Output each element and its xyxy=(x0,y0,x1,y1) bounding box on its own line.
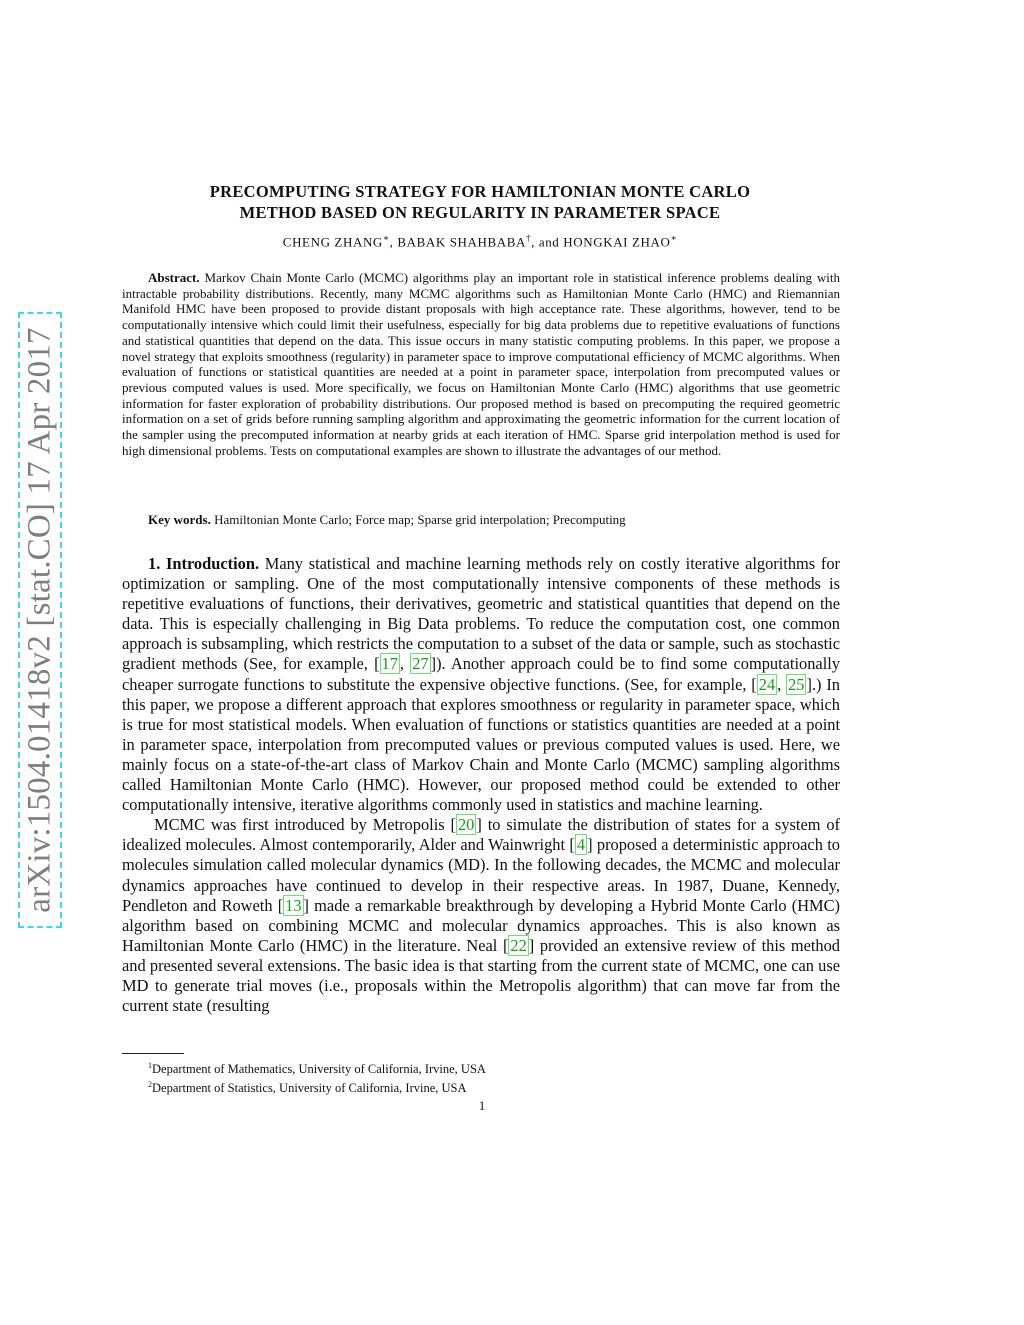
author-3: HONGKAI ZHAO xyxy=(563,234,671,250)
footnote-1-text: Department of Mathematics, University of California, Irvine, USA xyxy=(152,1062,486,1077)
keywords-text: Hamiltonian Monte Carlo; Force map; Sparse grid interpolation; Precomputing xyxy=(214,512,626,527)
author-2: BABAK SHAHBABA xyxy=(397,234,527,250)
author-sep-1: , xyxy=(389,234,398,250)
footnote-2-mark: 2 xyxy=(148,1080,152,1090)
introduction-section xyxy=(122,554,840,1016)
citation-24[interactable]: 24 xyxy=(758,674,776,694)
intro-p2-text-e: provided an extensive review of this method and presented several extensions. The basic idea is that starting from the current state of MCMC, one can use MD to generate trial moves (i.e., proposals within the Metropolis algorithm) that can move far from the current state (resulting xyxy=(122,935,840,1016)
author-3-mark: ∗ xyxy=(670,233,678,243)
citation-25[interactable]: 25 xyxy=(788,674,805,694)
abstract xyxy=(122,270,840,458)
citation-4[interactable]: 4 xyxy=(576,835,586,855)
author-sep-2: , and xyxy=(531,234,564,250)
author-1: CHENG ZHANG xyxy=(282,234,383,250)
page-number: 1 xyxy=(478,1098,486,1113)
intro-p2-text-c: proposed a deterministic approach to molecules simulation called molecular dynamics (MD). In the following decades, the MCMC and molecular dynamics approaches have continued to develop in their respective areas. In 1987, Duane, Kennedy, Pendleton and Roweth xyxy=(122,835,840,915)
author-1-mark: ∗ xyxy=(382,233,390,243)
citation-22[interactable]: 22 xyxy=(510,935,527,955)
abstract-text: Markov Chain Monte Carlo (MCMC) algorithms play an important role in statistical inference problems dealing with intractable probability distributions. Recently, many MCMC algorithms such as Hamiltonian Monte Carlo (HMC) and Riemannian Manifold HMC have been proposed to provide distant proposals with high acceptance rate. These algorithms, however, tend to be computationally intensive which could limit their usefulness, especially for big data problems due to repetitive evaluations of functions and statistical quantities that depend on the data. This issue occurs in many statistic computing problems. In this paper, we propose a novel strategy that exploits smoothness (regularity) in parameter space to improve computational efficiency of MCMC algorithms. When evaluation of functions or statistical quantities are needed at a point in parameter space, interpolation from precomputed values or previous computed values is used. More specifically, we focus on Hamiltonian Monte Carlo (HMC) algorithms that use geometric information for faster exploration of probability distributions. Our proposed method is based on precomputing the required geometric information on a set of grids before running sampling algorithm and approximating the geometric information for the current location of the sampler using the precomputed information at nearby grids at each iteration of HMC. Sparse grid interpolation method is used for high dimensional problems. Tests on computational examples are shown to illustrate the advantages of our method. xyxy=(122,270,840,458)
title-line-1: PRECOMPUTING STRATEGY FOR HAMILTONIAN MONTE CARLO xyxy=(209,182,751,201)
footnotes xyxy=(148,1058,486,1096)
keywords xyxy=(148,512,840,528)
citation-17[interactable]: 17 xyxy=(381,654,398,674)
footnote-2 xyxy=(148,1077,486,1096)
section-heading: 1. Introduction. xyxy=(148,554,260,573)
keywords-label: Key words. xyxy=(148,512,211,527)
footnote-1-mark: 1 xyxy=(148,1061,152,1070)
paper-title xyxy=(120,181,840,223)
footnote-2-text: Department of Statistics, University of California, Irvine, USA xyxy=(152,1081,467,1096)
footnote-divider xyxy=(122,1053,184,1054)
citation-20[interactable]: 20 xyxy=(457,815,475,835)
author-2-mark: † xyxy=(526,233,532,243)
arxiv-identifier: arXiv:1504.01418v2 [stat.CO] 17 Apr 2017 xyxy=(21,327,58,913)
citation-13[interactable]: 13 xyxy=(285,895,302,915)
intro-p2-text-a: MCMC was first introduced by Metropolis xyxy=(154,815,451,835)
citation-27[interactable]: 27 xyxy=(412,654,429,674)
intro-p1-text-c: .) In this paper, we propose a different approach that explores smoothness or regularity in parameter space, which is true for most statistical models. When evaluation of functions or statistics quantities are needed at a point in parameter space, interpolation from precomputed values or previous computed values is used. Here, we mainly focus on a state-of-the-art class of Markov Chain and Monte Carlo (MCMC) sampling algorithms called Hamiltonian Monte Carlo (HMC). However, our proposed method could be extended to other computationally intensive, iterative algorithms commonly used in statistics and machine learning. xyxy=(122,674,840,815)
title-line-2: METHOD BASED ON REGULARITY IN PARAMETER SPACE xyxy=(239,203,721,222)
intro-p2-text-d: made a remarkable breakthrough by developing a Hybrid Monte Carlo (HMC) algorithm based on combining MCMC and molecular dynamics approaches. This is also known as Hamiltonian Monte Carlo (HMC) in the literature. Neal xyxy=(122,895,840,955)
author-list xyxy=(120,233,840,250)
intro-paragraph-2: MCMC was first introduced by Metropolis [ 20 ] to simulate the distribution of states for a system of idealized molecules. Almost contemporarily, Alder and Wainwright [ 4 ] proposed a deterministic approach to molecules simulation called molecular dynamics (MD). In the following decades, the MCMC and molecular dynamics approaches have continued to develop in their respective areas. In 1987, Duane, Kennedy, Pendleton and Roweth [ 13 ] made a remarkable breakthrough by developing a Hybrid Monte Carlo (HMC) algorithm based on combining MCMC and molecular dynamics approaches. This is also known as Hamiltonian Monte Carlo (HMC) in the literature. Neal [ 22 ] provided an extensive review of this method and presented several extensions. The basic idea is that starting from the current state of MCMC, one can use MD to generate trial moves (i.e., proposals within the Metropolis algorithm) that can move far from the current state (resulting xyxy=(122,815,840,1016)
footnote-1 xyxy=(148,1058,486,1077)
intro-paragraph-1: 1. Introduction. Many statistical and machine learning methods rely on costly iterative algorithms for optimization or sampling. One of the most computationally intensive components of these methods is repetitive evaluations of functions, their derivatives, geometric and statistical quantities that depend on the data. This is especially challenging in Big Data problems. To reduce the computation cost, one common approach is subsampling, which restricts the computation to a subset of the data or sample, such as stochastic gradient methods (See, for example, [ 17 , 27 ]). Another approach could be to find some computationally cheaper surrogate functions to substitute the expensive objective functions. (See, for example, [ 24 , 25 ].) In this paper, we propose a different approach that explores smoothness or regularity in parameter space, which is true for most statistical models. When evaluation of functions or statistics quantities are needed at a point in parameter space, interpolation from precomputed values or previous computed values is used. Here, we mainly focus on a state-of-the-art class of Markov Chain and Monte Carlo (MCMC) sampling algorithms called Hamiltonian Monte Carlo (HMC). However, our proposed method could be extended to other computationally intensive, iterative algorithms commonly used in statistics and machine learning. xyxy=(122,554,841,815)
abstract-label: Abstract. xyxy=(148,270,200,285)
intro-p1-text-b: ). Another approach could be to find some computationally cheaper surrogate functions to substitute the expensive objective functions. (See, for example, xyxy=(122,654,841,694)
intro-p2-text-b: to simulate the distribution of states for a system of idealized molecules. Almost contemporarily, Alder and Wainwright xyxy=(122,815,840,855)
arxiv-stamp xyxy=(18,312,62,928)
intro-p1-text-a: Many statistical and machine learning methods rely on costly iterative algorithms for optimization or sampling. One of the most computationally intensive components of these methods is repetitive evaluations of functions, their derivatives, geometric and statistical quantities that depend on the data. This is especially challenging in Big Data problems. To reduce the computation cost, one common approach is subsampling, which restricts the computation to a subset of the data or sample, such as stochastic gradient methods (See, for example, xyxy=(122,554,840,674)
